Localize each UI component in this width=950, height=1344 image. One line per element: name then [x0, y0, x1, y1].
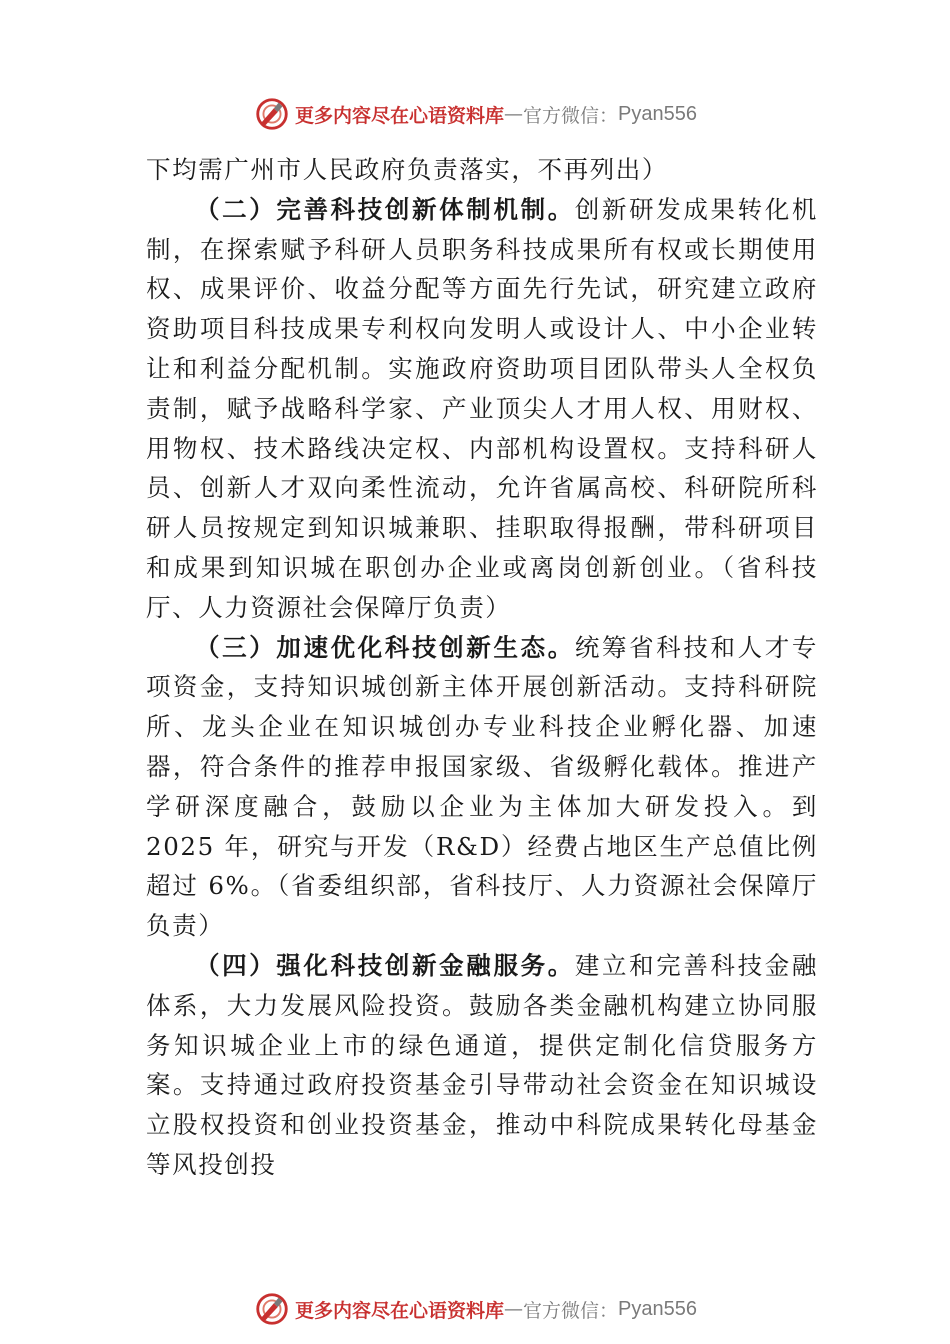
section-heading: （三）加速优化科技创新生态。 — [195, 632, 575, 662]
section-heading: （四）强化科技创新金融服务。 — [195, 950, 575, 980]
brand-logo-icon — [253, 95, 291, 133]
watermark-separator: — — [504, 1298, 524, 1320]
paragraph-body: 建立和完善科技金融体系，大力发展风险投资。鼓励各类金融机构建立协同服务知识城企业上市的绿色通道，提供定制化信贷服务方案。支持通过政府投资基金引导带动社会资金在知识城设立股权投资和创业投资基金，推动中科院成果转化母基金等风投创投 — [146, 950, 818, 1179]
document-body — [146, 150, 818, 1185]
paragraph-section-4 — [146, 946, 818, 1185]
watermark-separator: — — [504, 103, 524, 125]
watermark-main-text: 更多内容尽在心语资料库 — [295, 1299, 505, 1322]
paragraph-body: 下均需广州市人民政府负责落实，不再列出） — [146, 155, 668, 184]
watermark-wechat-label: 官方微信： — [523, 1299, 619, 1322]
paragraph-body: 统筹省科技和人才专项资金，支持知识城创新主体开展创新活动。支持科研院所、龙头企业在知识城创办专业科技企业孵化器、加速器，符合条件的推荐申报国家级、省级孵化载体。推进产学研深度融合，鼓励以企业为主体加大研发投入。到 2025 年，研究与开发（R&D）经费占地区生产总值比例超过 6%。（省委组织部，省科技厅、人力资源社会保障厅负责） — [146, 632, 818, 941]
paragraph-continuation — [146, 150, 818, 190]
watermark-wechat-id: Pyan556 — [618, 1297, 697, 1320]
brand-logo-icon — [253, 1290, 291, 1328]
paragraph-body: 创新研发成果转化机制，在探索赋予科研人员职务科技成果所有权或长期使用权、成果评价、收益分配等方面先行先试，研究建立政府资助项目科技成果专利权向发明人或设计人、中小企业转让和利益分配机制。实施政府资助项目团队带头人全权负责制，赋予战略科学家、产业顶尖人才用人权、用财权、用物权、技术路线决定权、内部机构设置权。支持科研人员、创新人才双向柔性流动，允许省属高校、科研院所科研人员按规定到知识城兼职、挂职取得报酬，带科研项目和成果到知识城在职创办企业或离岗创新创业。（省科技厅、人力资源社会保障厅负责） — [146, 194, 818, 622]
paragraph-section-3 — [146, 628, 818, 946]
watermark-wechat-label: 官方微信： — [523, 104, 619, 127]
watermark-wechat-id: Pyan556 — [618, 102, 697, 125]
header-watermark — [0, 94, 950, 134]
watermark-main-text: 更多内容尽在心语资料库 — [295, 104, 505, 127]
paragraph-section-2 — [146, 190, 818, 628]
footer-watermark — [0, 1289, 950, 1329]
section-heading: （二）完善科技创新体制机制。 — [195, 194, 575, 224]
